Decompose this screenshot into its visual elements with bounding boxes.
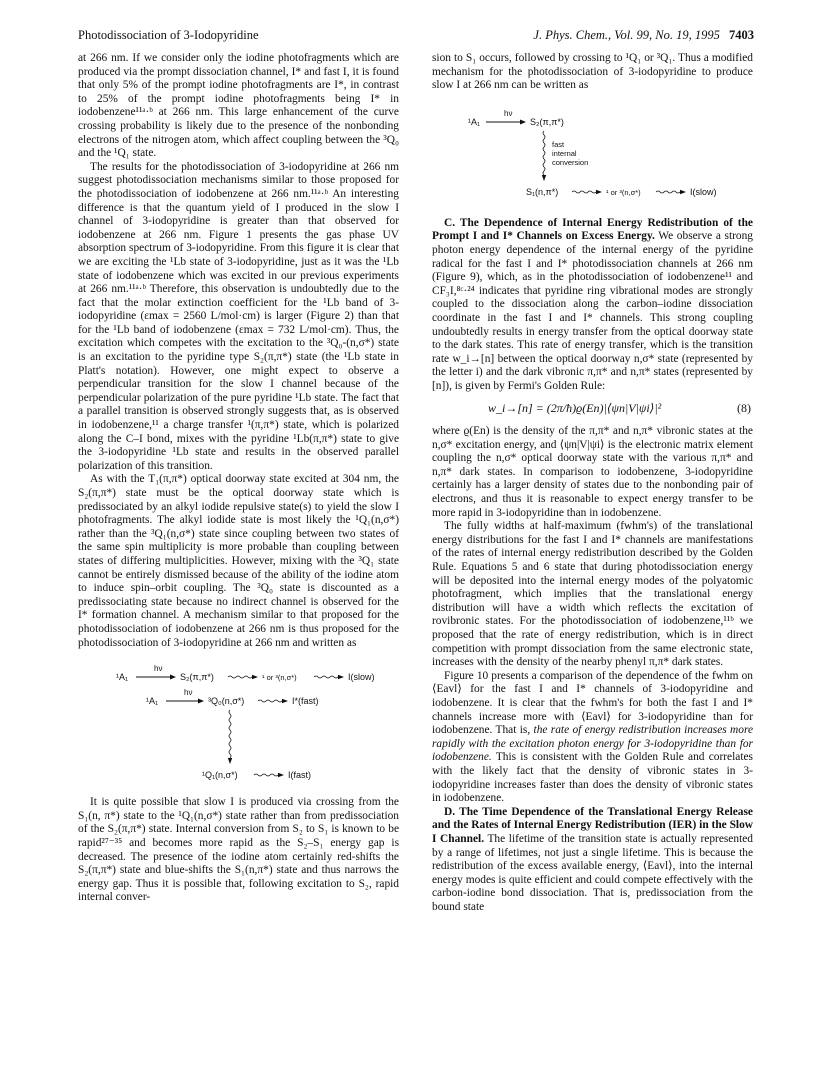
paragraph: As with the T₁(π,π*) optical doorway state excited at 304 nm, the S₂(π,π*) state must be the optical doorway state which is predissociated by an alkyl iodide repulsive state(s) to yield the slow I photofragments. The alkyl iodide state is most likely the ¹Q₁(n,σ*) rather than the ³Q₁(n,σ*) state since coupling between two states of the same spin multiplicity is more probable than coupling between states of differing multiplicities. However, mixing with the ³Q₁ state cannot be entirely dismissed because of the ability of the iodine atom to induce spin–orbit coupling. The ³Q₀ state is discounted as a predissociating state because no indirect channel is observed for the I* formation channel. A mechanism similar to that proposed for the photodissociation of iodobenzene at 266 nm is thus proposed for the photodissociation of 3-iodopyridine at 266 nm and written as [78,473,399,649]
emphasis-text: the rate of energy redistribution increases more rapidly with the excitation photon energy for 3-iodopyridine than for iodobenzene. [432,724,754,764]
journal-name: J. Phys. Chem., Vol. 99, No. 19, 1995 [533,28,720,42]
state-label: S₂(π,π*) [530,116,564,127]
paragraph: where ϱ(En) is the density of the π,π* and n,π* vibronic states at the n,σ* excitation energy, and ⟨ψn|V|ψi⟩ is the electronic matrix element coupling the n,σ* optical doorway state with the various π,π* and n,π* dark states. In comparison to iodobenzene, 3-iodopyridine certainly has a larger density of states due to the nonbonding pair of electrons, and thus it is reasonable to expect energy transfer to be more rapid in 3-iodopyridine than in iodobenzene. [432,425,753,519]
state-label: ¹A₁ [116,672,129,683]
section-c [432,217,753,394]
process-label: conversion [552,157,589,167]
product-label: I(slow) [348,672,375,683]
equation-expression: w_i→[n] = (2π/ħ)ϱ(En)|⟨ψn|V|ψi⟩|² [488,400,662,415]
paragraph: sion to S₁ occurs, followed by crossing to ¹Q₁ or ³Q₁. Thus a modified mechanism for the photodissociation of 3-iodopyridine to produce slow I at 266 nm can be written as [432,52,753,92]
state-label: ¹A₁ [468,116,481,127]
scheme-1-drawing [78,660,399,788]
page-number: 7403 [729,28,754,42]
section-heading: D. The Time Dependence of the Translational Energy Release and the Rates of Internal Energy Redistribution (IER) in the Slow I Channel. [432,805,753,845]
equation-8 [432,402,753,416]
equation-number: (8) [737,400,751,415]
state-label: ¹Q₁(n,σ*) [202,770,238,781]
text-run: Figure 10 presents a comparison of the dependence of the fwhm on ⟨Eavl⟩ for the fast I and I* channels of 3-iodopyridine and iodobenzene. It is clear that the fwhm's for both the fast I and I* channels increase more with ⟨Eavl⟩ for 3-iodopyridine than for iodobenzene. That is, [432,669,753,737]
paragraph [432,670,753,806]
hv-label: hν [154,664,163,674]
state-label: S₂(π,π*) [180,672,214,683]
mechanism-scheme-1 [78,660,399,788]
state-label: ¹A₁ [146,696,159,707]
right-column [432,52,753,914]
section-text: We observe a strong photon energy dependence of the internal energy of the pyridine radical for the fast I and I* photodissociation channels at 266 nm (Figure 9), which, as in the photodissociation of iodobenzene¹¹ and CF₃I,⁸ᶜ·²⁴ indicates that pyridine ring vibrational modes are strongly coupled to the dissociation along the carbon–iodine dissociation coordinate in the fast I and I* channels. This strong coupling undoubtedly results in energy transfer from the optical doorway state to the dark states. This rate of energy transfer, which is the transition rate w_i→[n] between the optical doorway n,σ* state (represented by the letter i) and the dark vibronic π,π* and n,π* states (represented by [n]), is given by Fermi's Golden Rule: [432,230,753,392]
state-label: S₁(n,π*) [526,186,559,197]
mechanism-scheme-2 [432,103,753,207]
running-title: Photodissociation of 3-Iodopyridine [78,28,259,42]
process-label: internal [552,148,577,158]
product-label: I*(fast) [292,696,319,707]
hv-label: hν [184,688,193,698]
state-label: ³Q₀(n,σ*) [208,696,245,707]
hv-label: hν [504,108,513,118]
journal-citation [533,28,754,43]
section-text: The lifetime of the transition state is actually represented by a range of lifetimes, not just a single lifetime. This is because the redistribution of the excess available energy, ⟨Eavl⟩, into the internal energy modes is quite efficient and could compete effectively with the carbon-iodine bond dissociation. That is, predissociation from the bound state [432,832,753,913]
product-label: I(fast) [288,770,312,781]
left-column [78,52,399,905]
text-run: This is consistent with the Golden Rule and correlates with the likely fact that the density of vibronic states in 3-iodopyridine increases faster than does the density of vibronic states in iodobenzene. [432,751,753,805]
paragraph: at 266 nm. If we consider only the iodine photofragments which are produced via the prompt dissociation channel, I* and fast I, it is found that only 5% of the prompt iodine photofragments are I*, in contrast to 25% of the prompt iodine photofragments being I* in iodobenzene¹¹ᵃ·ᵇ at 266 nm. This large enhancement of the curve crossing probability is likely due to the presence of the nonbonding electrons of the nitrogen atom, which affect coupling between the ³Q₀ and the ¹Q₁ state. [78,52,399,160]
state-label: ¹ or ³(n,σ*) [262,673,297,683]
state-label: ¹ or ³(n,σ*) [606,187,641,197]
paragraph: It is quite possible that slow I is produced via crossing from the S₁(n, π*) state to the ¹Q₁(n,σ*) state rather than from predissociation of the S₂(π,π*) state. Internal conversion from S₂ to S₁ is known to be rapid²⁷⁻³⁵ and becomes more rapid as the S₂–S₁ energy gap is decreased. The presence of the iodine atom certainly red-shifts the S₂(π,π*) state and blue-shifts the S₁(n,π*) state and thus narrows the energy gap. Thus it is possible that, following excitation to S₂, rapid internal conver- [78,796,399,904]
scheme-2-drawing [432,103,753,207]
product-label: I(slow) [690,186,717,197]
section-d [432,806,753,915]
section-heading: C. The Dependence of Internal Energy Redistribution of the Prompt I and I* Channels on Excess Energy. [432,216,753,243]
paragraph: The results for the photodissociation of 3-iodopyridine at 266 nm suggest photodissociation mechanisms similar to those proposed for the photodissociation of iodobenzene at 266 nm.¹¹ᵃ·ᵇ An interesting difference is that the quantum yield of I produced in the slow I channel of 3-iodopyridine is greater than that observed for iodobenzene at 266 nm. Figure 1 presents the gas phase UV absorption spectrum of 3-iodopyridine. From this figure it is clear that we are exciting the ¹Lb state of 3-iodopyridine, just as it was the ¹Lb state of iodobenzene which was excited in our previous experiments at 266 nm.¹¹ᵃ·ᵇ Therefore, this observation is undoubtedly due to the fact that the molar extinction coefficient for the ¹Lb band of 3-iodopyridine (εmax = 2560 L/mol·cm) is larger (Figure 2) than that for the ¹Lb band of iodobenzene (εmax = 732 L/mol·cm). Thus, the excitation which competes with the excitation to the ³Q₀-(n,σ*) state is an excitation to the pyridine type S₂(π,π*) state (the ¹Lb state in Platt's notation). However, one might expect to observe a perpendicular transition for the slow I channel because of the perpendicular polarization of the pure pyridine ¹Lb state. The fact that a parallel transition is observed strongly suggests that, as is observed in iodobenzene,¹¹ a charge transfer ¹(π,π*) state, which is polarized along the C–I bond, mixes with the pyridine ¹Lb(π,π*) state to give the 3-iodopyridine ¹Lb state and results in the observed parallel polarization of this transition. [78,160,399,472]
paragraph: The fully widths at half-maximum (fwhm's) of the translational energy distributions for the fast I and I* channels are manifestations of the rates of internal energy redistribution described by the Golden Rule. Equations 5 and 6 state that during photodissociation energy will be deposited into the internal energy modes of the polyatomic photofragment, which implies that the translational energy distribution will have a width which reflects the excitation of rovibronic states. For the photodissociation of iodobenzene,¹¹ᵇ we proposed that the rate of energy redistribution, which is in direct competition with prompt dissociation from the same electronic state, increases with the density of the nearby phenyl π,π* dark states. [432,520,753,669]
page-header [78,28,754,44]
process-label: fast [552,139,565,149]
